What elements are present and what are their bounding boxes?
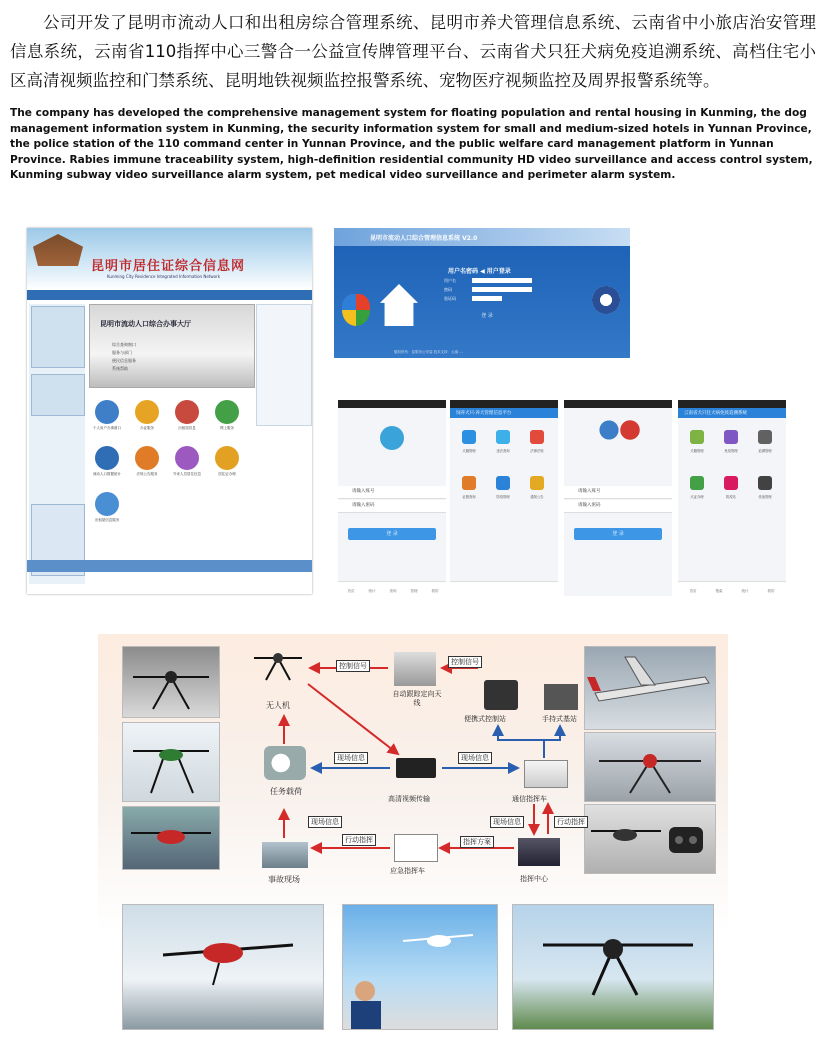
english-paragraph: The company has developed the comprehensive management system for floating population and rental housing in Kunming, the dog management information system in Kunming, the security information system for small and medium-sized hotels in Yunnan Province, the police station of the 110 command center in Yunnan Province, and the public welfare card management platform in Yunnan Province. Rabies immune traceability system, high-definition residential community HD video surveillance and access control system, Kunming subway video surveillance alarm system, pet medical video surveillance and perimeter alarm system. <box>10 107 813 181</box>
service-icon[interactable] <box>95 446 119 470</box>
app-header-title: 云南省犬只狂犬病免疫追溯系统 <box>684 411 747 416</box>
hall-title: 昆明市流动人口综合办事大厅 <box>100 320 191 328</box>
quadcopter-icon <box>343 905 497 1029</box>
hall-list <box>112 341 136 373</box>
service-icon[interactable] <box>95 400 119 424</box>
arrow-label: 控制信号 <box>336 660 370 672</box>
phone-login-2 <box>564 400 672 596</box>
status-bar <box>338 400 446 408</box>
app-logo-icon <box>594 414 644 454</box>
arrow <box>544 726 560 740</box>
police-emblem-icon <box>592 286 620 314</box>
login-button[interactable]: 登 录 <box>481 313 493 319</box>
service-icon[interactable] <box>95 492 119 516</box>
arrow-label: 现场信息 <box>490 816 524 828</box>
tile-label: 违法查询 <box>496 449 510 453</box>
status-bar <box>450 400 558 408</box>
hall-item: 便民信息服务 <box>112 358 136 363</box>
app-header-title: 饲养犬只·养犬管理信息平台 <box>456 411 512 416</box>
tile-label: 追溯管理 <box>758 449 772 453</box>
icon-label: 出租屋信息服务 <box>94 518 120 522</box>
portal-right-column <box>256 304 312 426</box>
uav-system-diagram <box>98 634 728 1032</box>
portal-left-column <box>29 304 85 584</box>
menu-tile-icon[interactable] <box>530 476 544 490</box>
phone-dog-menu <box>450 400 558 596</box>
menu-tile-icon[interactable] <box>724 476 738 490</box>
payload-label: 任务载荷 <box>270 787 302 796</box>
app-logo-icon <box>380 426 404 450</box>
icon-label: 个人用户办事窗口 <box>93 426 121 430</box>
antenna-label: 自动跟踪定向天线 <box>392 690 442 707</box>
menu-tile-icon[interactable] <box>758 476 772 490</box>
service-icon[interactable] <box>175 446 199 470</box>
mobile-command-label: 应急指挥车 <box>390 867 425 875</box>
username-field[interactable] <box>472 278 532 283</box>
password-field[interactable] <box>472 287 532 292</box>
service-icon[interactable] <box>135 446 159 470</box>
icon-label: 法规公告服务 <box>136 472 158 476</box>
tab-item[interactable]: 管理 <box>410 589 418 593</box>
menu-tile-icon[interactable] <box>724 430 738 444</box>
icon-label: 网上服务 <box>220 426 234 430</box>
status-bar <box>564 400 672 408</box>
drone-sky-photo <box>512 904 714 1030</box>
tab-item[interactable]: 首页 <box>347 589 355 593</box>
menu-tile-icon[interactable] <box>496 476 510 490</box>
service-icon[interactable] <box>215 446 239 470</box>
password-input[interactable]: 请输入密码 <box>338 500 446 513</box>
shield-icon <box>342 294 370 326</box>
login-copyright: 版权所有：昆明市公安局 技术支持：云南 … <box>394 350 463 354</box>
portable-station-label: 便携式控制站 <box>464 715 506 723</box>
arrow-label: 行动指挥 <box>342 834 376 846</box>
drone-operator-photo <box>342 904 498 1030</box>
handheld-station-label: 手持式基站 <box>542 715 577 723</box>
quadcopter-icon <box>123 905 323 1029</box>
tile-label: 犬证办理 <box>690 495 704 499</box>
tab-item[interactable]: 首页 <box>689 589 697 593</box>
service-hall-image <box>89 304 255 388</box>
arrow-label: 行动指挥 <box>554 816 588 828</box>
service-icon[interactable] <box>175 400 199 424</box>
house-icon <box>380 284 418 326</box>
menu-tile-icon[interactable] <box>690 476 704 490</box>
menu-tile-icon[interactable] <box>758 430 772 444</box>
tab-item[interactable]: 统计 <box>368 589 376 593</box>
password-input[interactable]: 请输入密码 <box>564 500 672 513</box>
tile-label: 证照查询 <box>462 495 476 499</box>
command-center-label: 指挥中心 <box>520 875 548 883</box>
service-icon[interactable] <box>135 400 159 424</box>
portal-subtitle: Kunming City Residence Integrated Information Network <box>107 274 221 279</box>
scene-label: 事故现场 <box>268 875 300 884</box>
field-label: 用户名 <box>444 278 456 283</box>
hexacopter-icon <box>513 905 713 1029</box>
icon-label: 居住证办理 <box>218 472 236 476</box>
tab-bar <box>338 581 446 596</box>
arrow-label: 现场信息 <box>334 752 368 764</box>
portal-title: 昆明市居住证综合信息网 <box>91 259 246 274</box>
field-label: 密码 <box>444 287 452 292</box>
arrow <box>498 726 544 758</box>
portal-screenshot <box>27 228 312 594</box>
tile-label: 通知公告 <box>530 495 544 499</box>
tile-label: 犬籍管理 <box>690 449 704 453</box>
tab-item[interactable]: 我的 <box>431 589 439 593</box>
login-button[interactable]: 登 录 <box>574 528 662 540</box>
arrow-label: 现场信息 <box>308 816 342 828</box>
tile-label: 防疫站 <box>726 495 736 499</box>
menu-tile-icon[interactable] <box>462 476 476 490</box>
uav-label: 无人机 <box>266 701 290 710</box>
chinese-paragraph: 公司开发了昆明市流动人口和出租房综合管理系统、昆明市养犬管理信息系统、云南省中小旅店治安管理信息系统，云南省110指挥中心三警合一公益宣传牌管理平台、云南省犬只狂犬病免疫追溯系统、高档住宅小区高清视频监控和门禁系统、昆明地铁视频监控报警系统、宠物医疗视频监控及周界报警系统等。 <box>10 13 816 90</box>
hall-item: 综合查询窗口 <box>112 342 136 347</box>
tile-label: 免疫管理 <box>724 449 738 453</box>
tile-label: 法律法规 <box>530 449 544 453</box>
portal-nav-bar <box>27 290 312 300</box>
comm-vehicle-label: 通信指挥车 <box>512 795 547 803</box>
service-icon[interactable] <box>215 400 239 424</box>
tab-item[interactable]: 查询 <box>389 589 397 593</box>
tab-bar <box>450 581 558 596</box>
tile-label: 犬籍管理 <box>462 449 476 453</box>
tab-bar <box>678 581 786 596</box>
drone-flight-photo <box>122 904 324 1030</box>
arrow-label: 控制信号 <box>448 656 482 668</box>
arrow-label: 现场信息 <box>458 752 492 764</box>
portal-footer <box>27 560 312 572</box>
portal-icon-grid <box>89 396 253 546</box>
login-button[interactable]: 登 录 <box>348 528 436 540</box>
icon-label: 出租屋信息 <box>178 426 196 430</box>
login-screenshot <box>334 228 630 358</box>
menu-tile-icon[interactable] <box>496 430 510 444</box>
icon-label: 办证服务 <box>140 426 154 430</box>
account-input[interactable]: 请输入账号 <box>338 486 446 499</box>
hall-item: 服务与部门 <box>112 350 132 355</box>
account-input[interactable]: 请输入账号 <box>564 486 672 499</box>
menu-tile-icon[interactable] <box>462 430 476 444</box>
phone-login-1 <box>338 400 446 596</box>
captcha-field[interactable] <box>472 296 502 301</box>
arrow <box>308 684 398 754</box>
icon-label: 流动人口数据统计 <box>93 472 121 476</box>
phone-rabies-menu <box>678 400 786 596</box>
tab-item[interactable]: 搜索 <box>715 589 723 593</box>
tile-label: 设备管理 <box>758 495 772 499</box>
arrow-label: 指挥方案 <box>460 836 494 848</box>
tile-label: 防疫管理 <box>496 495 510 499</box>
hd-transmission-label: 高清视频传输 <box>388 795 430 803</box>
login-form <box>426 264 556 344</box>
notice-box <box>31 374 85 416</box>
menu-tile-icon[interactable] <box>690 430 704 444</box>
form-title: 用户名密码 ◀ 用户登录 <box>448 268 511 275</box>
hall-item: 系统帮助 <box>112 366 128 371</box>
login-title: 昆明市流动人口综合管理信息系统 V2.0 <box>370 235 478 242</box>
tab-item[interactable]: 我的 <box>767 589 775 593</box>
status-bar <box>678 400 786 408</box>
tab-item[interactable]: 统计 <box>741 589 749 593</box>
field-label: 验证码 <box>444 296 456 301</box>
menu-tile-icon[interactable] <box>530 430 544 444</box>
icon-label: 外来人员居住信息 <box>173 472 201 476</box>
login-box <box>31 306 85 368</box>
